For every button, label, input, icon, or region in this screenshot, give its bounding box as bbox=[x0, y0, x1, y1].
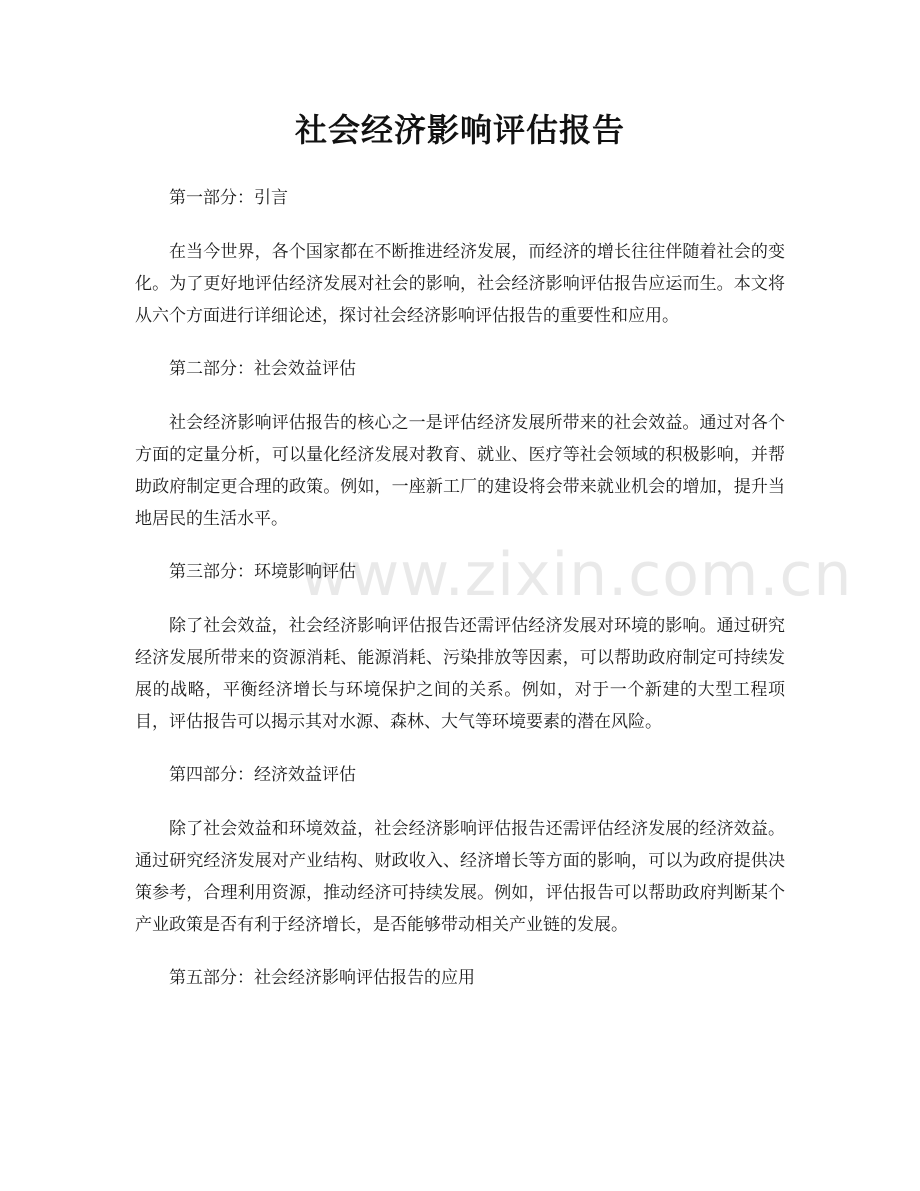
section-paragraph-intro: 在当今世界，各个国家都在不断推进经济发展，而经济的增长往往伴随着社会的变化。为了更好地评估经济发展对社会的影响，社会经济影响评估报告应运而生。本文将从六个方面进行详细论述，探讨社会经济影响评估报告的重要性和应用。 bbox=[135, 242, 785, 326]
document-body bbox=[135, 182, 785, 1016]
section-paragraph-economic-benefit: 除了社会效益和环境效益，社会经济影响评估报告还需评估经济发展的经济效益。通过研究经济发展对产业结构、财政收入、经济增长等方面的影响，可以为政府提供决策参考，合理利用资源，推动经济可持续发展。例如，评估报告可以帮助政府判断某个产业政策是否有利于经济增长，是否能够带动相关产业链的发展。 bbox=[135, 819, 785, 935]
section-heading-environment: 第三部分：环境影响评估 bbox=[169, 562, 356, 582]
section-heading-intro: 第一部分：引言 bbox=[169, 188, 288, 208]
section-paragraph-environment: 除了社会效益，社会经济影响评估报告还需评估经济发展对环境的影响。通过研究经济发展所带来的资源消耗、能源消耗、污染排放等因素，可以帮助政府制定可持续发展的战略，平衡经济增长与环境保护之间的关系。例如，对于一个新建的大型工程项目，评估报告可以揭示其对水源、森林、大气等环境要素的潜在风险。 bbox=[135, 616, 785, 732]
section-heading-economic-benefit: 第四部分：经济效益评估 bbox=[169, 765, 356, 785]
section-heading-application: 第五部分：社会经济影响评估报告的应用 bbox=[169, 968, 475, 988]
watermark: www.zixin.com.cn bbox=[300, 540, 853, 610]
document-title: 社会经济影响评估报告 bbox=[294, 111, 625, 149]
section-heading-social-benefit: 第二部分：社会效益评估 bbox=[169, 359, 356, 379]
section-paragraph-social-benefit: 社会经济影响评估报告的核心之一是评估经济发展所带来的社会效益。通过对各个方面的定量分析，可以量化经济发展对教育、就业、医疗等社会领域的积极影响，并帮助政府制定更合理的政策。例如，一座新工厂的建设将会带来就业机会的增加，提升当地居民的生活水平。 bbox=[135, 413, 785, 529]
